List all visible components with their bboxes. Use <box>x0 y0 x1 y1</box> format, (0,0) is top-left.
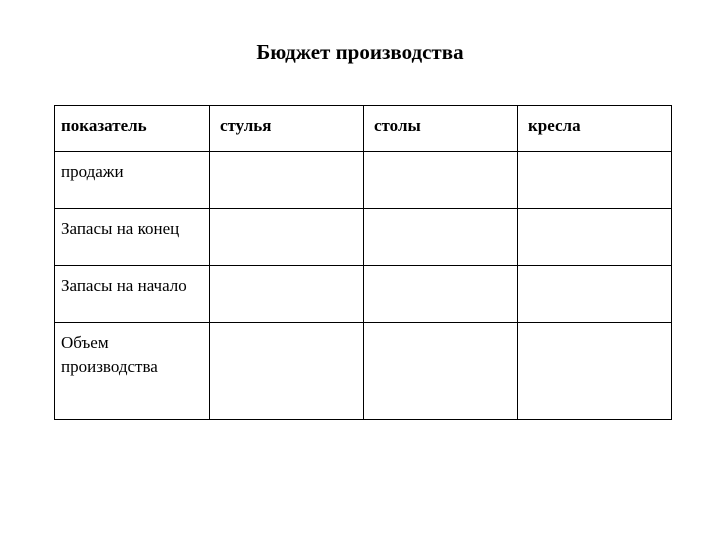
table-cell <box>210 152 364 209</box>
row-label-sales: продажи <box>55 152 210 209</box>
header-indicator: показатель <box>55 106 210 152</box>
table-row <box>55 152 672 209</box>
table-cell <box>518 323 672 420</box>
header-chairs: стулья <box>210 106 364 152</box>
table-cell <box>518 209 672 266</box>
table-row <box>55 209 672 266</box>
table-cell <box>210 266 364 323</box>
table-cell <box>210 209 364 266</box>
production-budget-table <box>54 105 672 420</box>
table-cell <box>210 323 364 420</box>
table-cell <box>364 323 518 420</box>
table-row <box>55 266 672 323</box>
table-cell <box>364 266 518 323</box>
table-cell <box>518 152 672 209</box>
row-label-production-volume: Объем производства <box>55 323 210 420</box>
header-armchairs: кресла <box>518 106 672 152</box>
page-title: Бюджет производства <box>256 40 464 64</box>
table-header-row <box>55 106 672 152</box>
row-label-ending-inventory: Запасы на конец <box>55 209 210 266</box>
table-cell <box>364 152 518 209</box>
header-tables: столы <box>364 106 518 152</box>
table-cell <box>518 266 672 323</box>
row-label-beginning-inventory: Запасы на начало <box>55 266 210 323</box>
table-cell <box>364 209 518 266</box>
table-row <box>55 323 672 420</box>
